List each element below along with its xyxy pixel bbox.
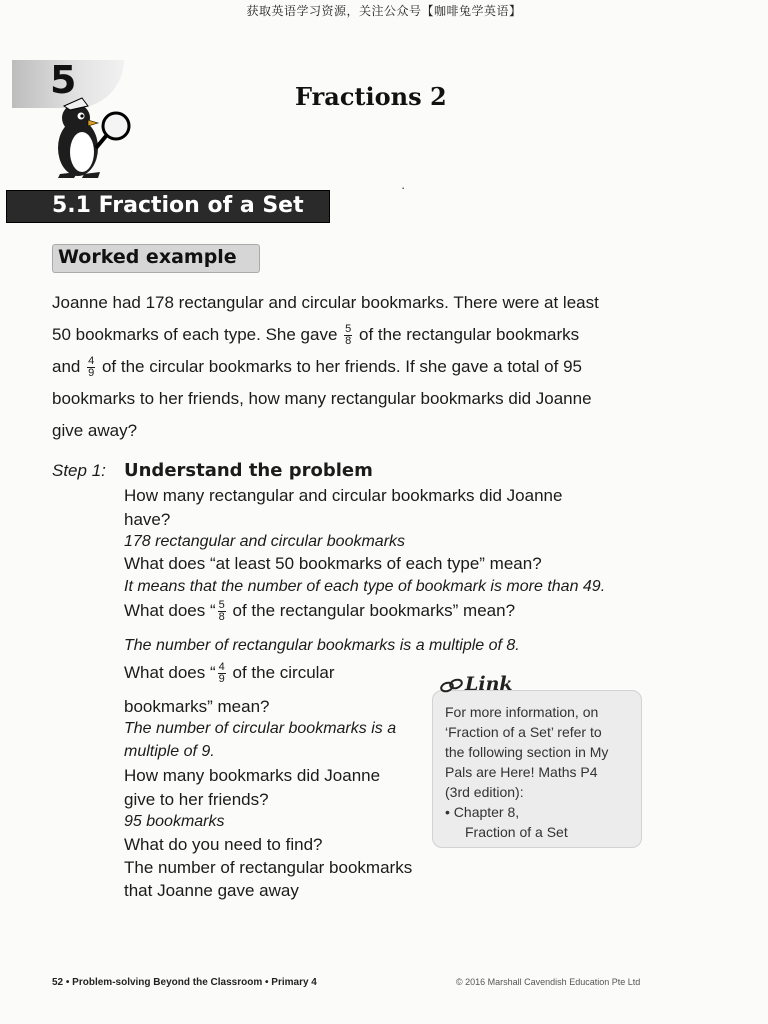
fraction-denominator: 9: [218, 673, 225, 685]
answer-text: The number of rectangular bookmarks: [124, 858, 413, 877]
link-line: For more information, on: [445, 704, 599, 720]
chapter-number: 5: [50, 58, 77, 102]
link-line: the following section in My: [445, 744, 609, 760]
problem-text-run: and: [52, 357, 81, 376]
link-text: [445, 702, 635, 842]
problem-line: [52, 319, 652, 351]
fraction-numerator: 5: [218, 599, 225, 611]
problem-line: Joanne had 178 rectangular and circular bookmarks. There were at least: [52, 293, 599, 312]
worked-example-label: Worked example: [58, 246, 237, 268]
problem-line: [52, 351, 652, 383]
question-text-run: What does “: [124, 662, 216, 682]
answer-text: The number of rectangular bookmarks is a multiple of 8.: [124, 637, 520, 654]
link-line: Pals are Here! Maths P4: [445, 764, 598, 780]
question-text-run: of the rectangular bookmarks” mean?: [227, 600, 516, 620]
question-text: How many bookmarks did Joanne: [124, 766, 381, 785]
fraction-denominator: 9: [88, 367, 95, 380]
step-heading: Understand the problem: [124, 460, 373, 481]
step-label: Step 1:: [52, 461, 106, 480]
question-text: give to her friends?: [124, 790, 269, 809]
penguin-mascot-icon: [48, 96, 138, 180]
question-text: What do you need to find?: [124, 835, 323, 854]
answer-text: multiple of 9.: [124, 743, 215, 760]
top-banner: 获取英语学习资源，关注公众号【咖啡兔学英语】: [246, 4, 522, 18]
fraction: [218, 600, 226, 623]
footer-page-info: 52 • Problem-solving Beyond the Classroom • Primary 4: [52, 977, 317, 988]
chapter-title: Fractions 2: [295, 82, 447, 111]
answer-text: It means that the number of each type of bookmark is more than 49.: [124, 578, 606, 595]
fraction-denominator: 8: [218, 611, 225, 623]
answer-text: 95 bookmarks: [124, 813, 225, 830]
link-line: (3rd edition):: [445, 784, 524, 800]
stray-mark: ·: [401, 180, 406, 195]
link-line: ‘Fraction of a Set’ refer to: [445, 724, 602, 740]
question-text-run: of the circular: [227, 662, 335, 682]
question-text: [124, 662, 335, 685]
question-text-run: What does “: [124, 600, 216, 620]
question-text: have?: [124, 510, 171, 529]
question-text: bookmarks” mean?: [124, 697, 270, 716]
fraction-denominator: 8: [345, 335, 352, 348]
fraction-numerator: 4: [218, 661, 225, 673]
problem-text-run: 50 bookmarks of each type. She gave: [52, 325, 338, 344]
link-line: • Chapter 8,: [445, 804, 520, 820]
question-text: How many rectangular and circular bookmarks did Joanne: [124, 486, 563, 505]
fraction: [218, 662, 226, 685]
problem-line: bookmarks to her friends, how many rectangular bookmarks did Joanne: [52, 389, 592, 408]
answer-text: 178 rectangular and circular bookmarks: [124, 533, 406, 550]
footer-copyright: © 2016 Marshall Cavendish Education Pte Ltd: [456, 977, 641, 987]
answer-text: The number of circular bookmarks is a: [124, 720, 397, 737]
fraction: [87, 356, 95, 379]
problem-line: give away?: [52, 421, 138, 440]
problem-text-run: of the circular bookmarks to her friends. If she gave a total of 95: [101, 357, 582, 376]
fraction-numerator: 5: [345, 323, 352, 336]
answer-text: that Joanne gave away: [124, 881, 299, 900]
question-text: [124, 600, 515, 623]
fraction: [344, 324, 352, 347]
problem-text: [52, 287, 652, 447]
section-title: 5.1 Fraction of a Set: [52, 193, 304, 218]
link-title: Link: [465, 673, 513, 695]
chain-link-icon: [439, 676, 465, 696]
problem-text-run: of the rectangular bookmarks: [359, 325, 580, 344]
fraction-numerator: 4: [88, 355, 95, 368]
question-text: What does “at least 50 bookmarks of each type” mean?: [124, 554, 542, 573]
link-line: Fraction of a Set: [465, 824, 568, 840]
